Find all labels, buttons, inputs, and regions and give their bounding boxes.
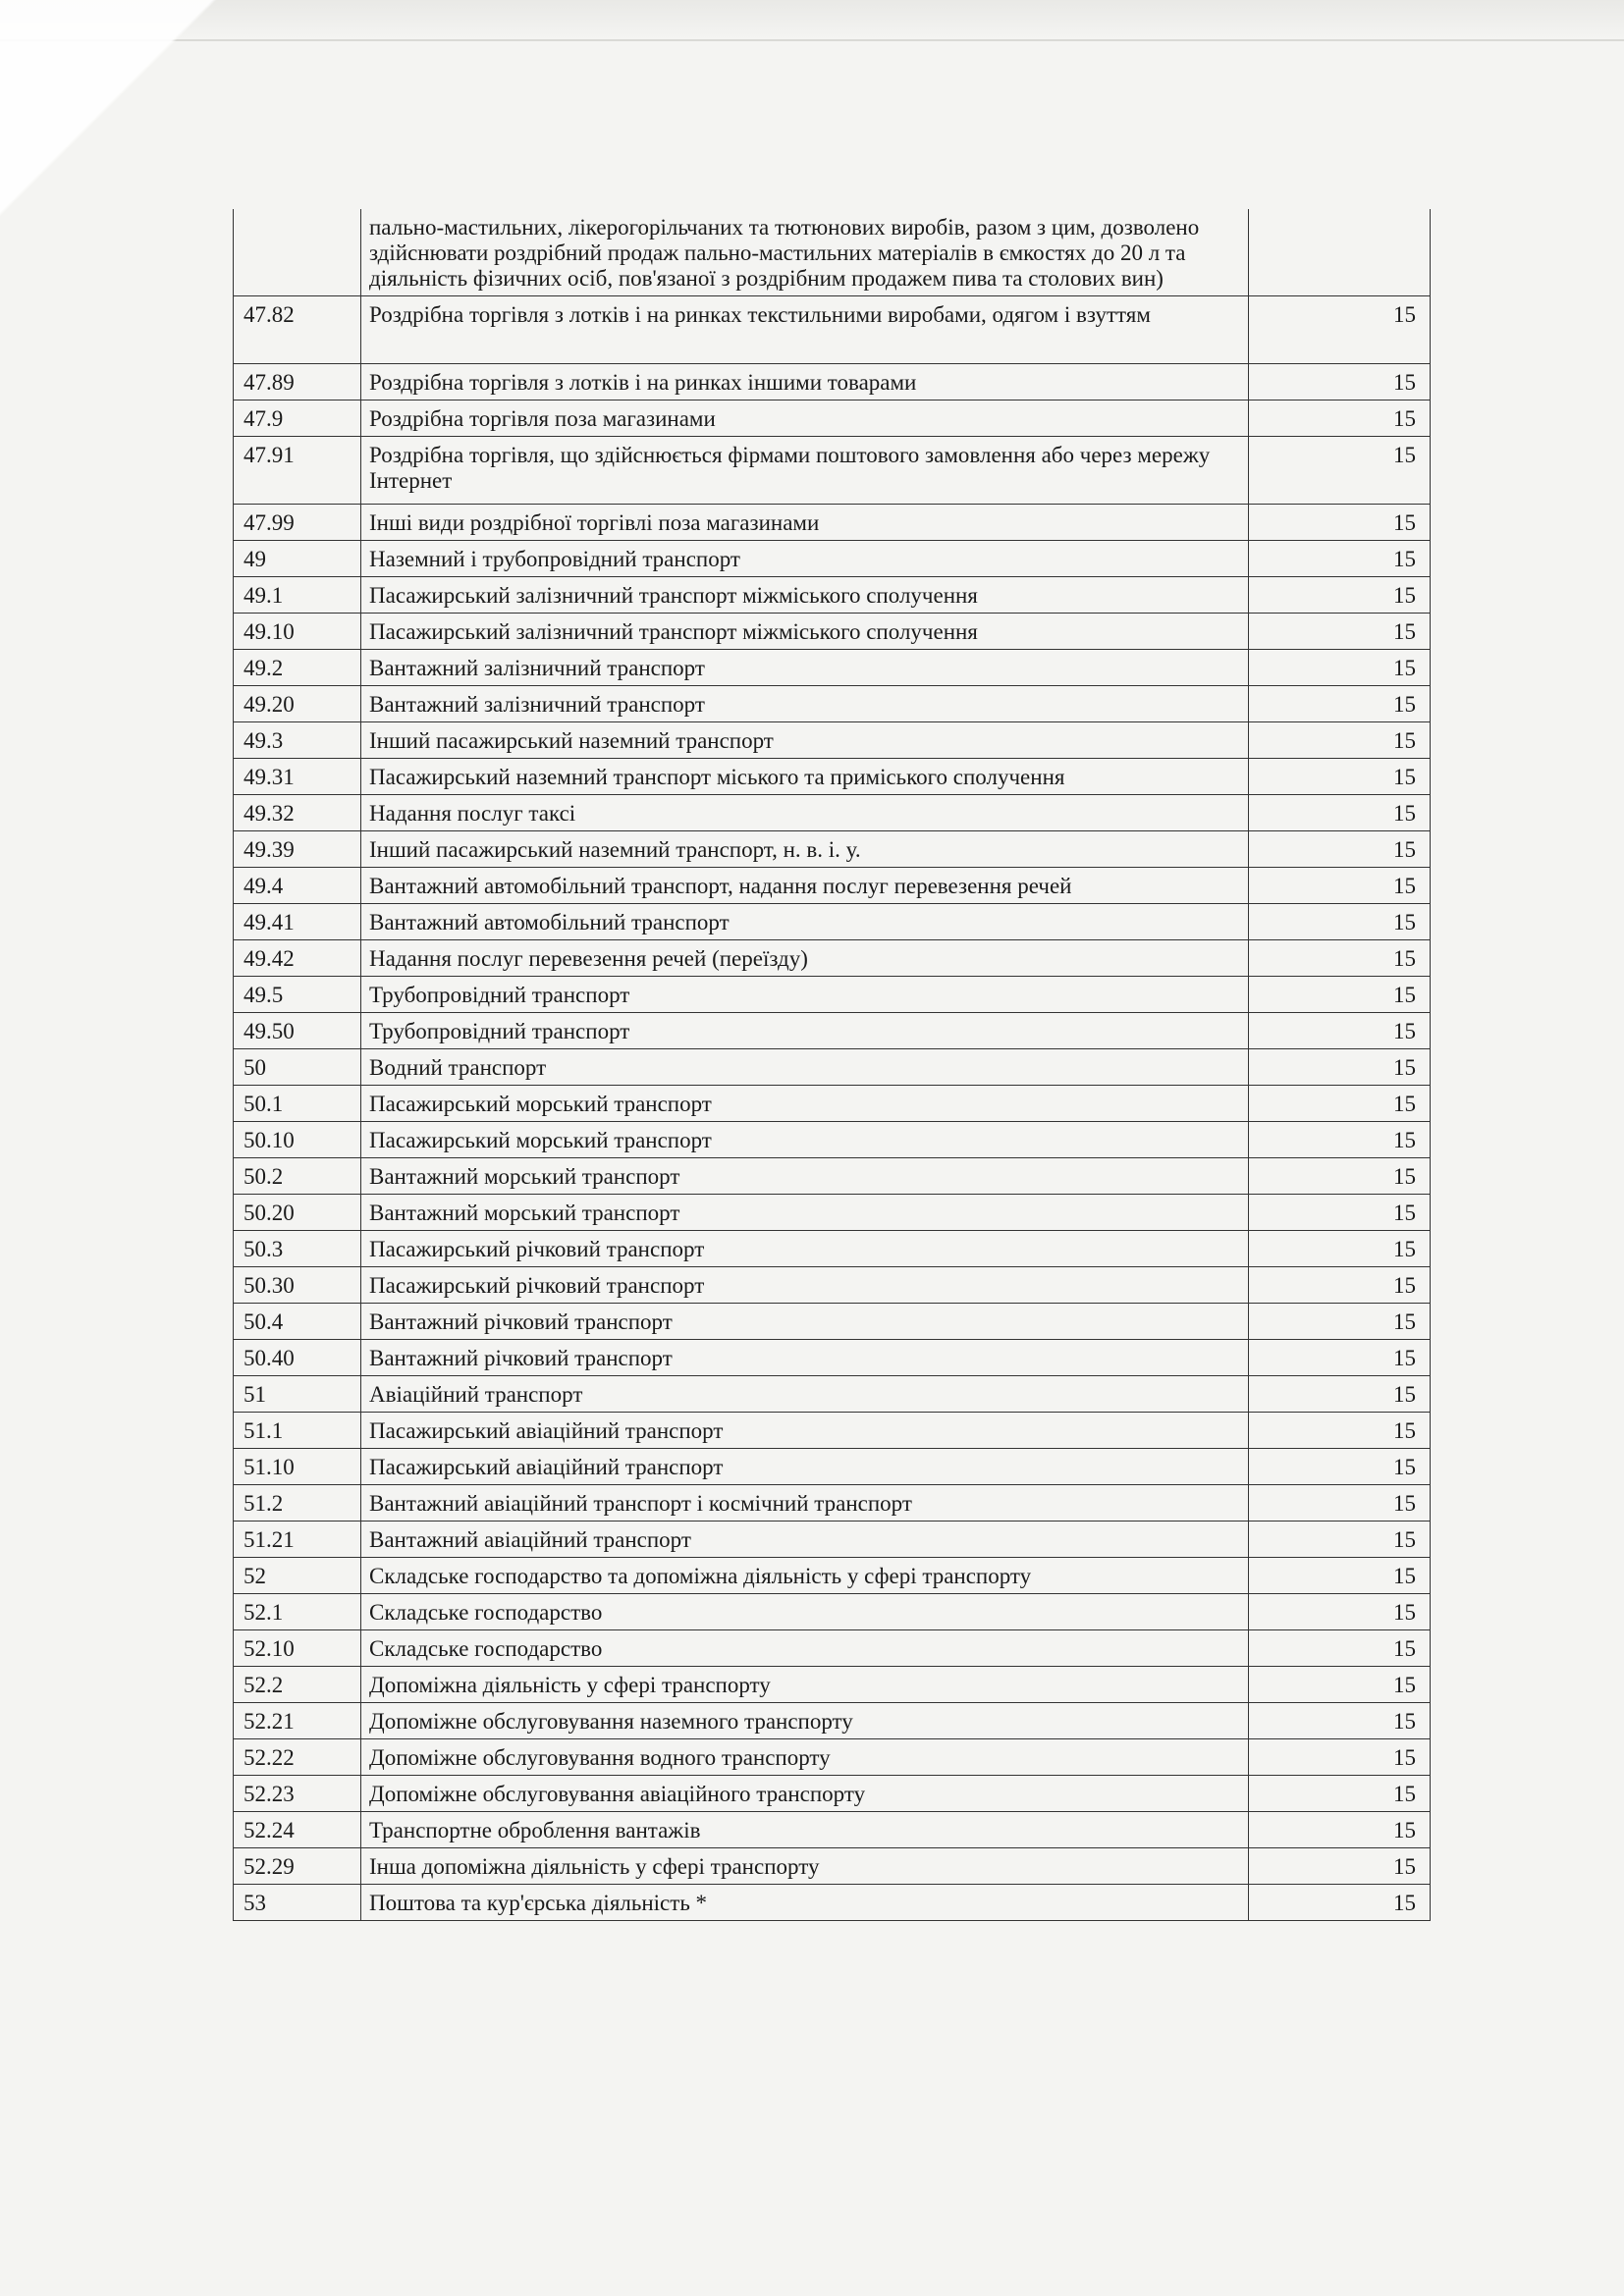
row-name: Допоміжне обслуговування наземного транспорту (361, 1703, 1249, 1739)
row-rate: 15 (1249, 1739, 1431, 1776)
table-row (234, 1739, 1431, 1776)
row-rate: 15 (1249, 614, 1431, 650)
row-code: 51.1 (234, 1413, 361, 1449)
row-rate: 15 (1249, 1340, 1431, 1376)
row-rate: 15 (1249, 1158, 1431, 1195)
table-row (234, 1485, 1431, 1522)
row-code: 49.20 (234, 686, 361, 722)
row-rate: 15 (1249, 296, 1431, 364)
table-row (234, 400, 1431, 437)
row-code: 52.2 (234, 1667, 361, 1703)
folded-corner (0, 0, 236, 236)
row-code: 49.2 (234, 650, 361, 686)
row-name: Авіаційний транспорт (361, 1376, 1249, 1413)
row-code: 51.21 (234, 1522, 361, 1558)
row-rate: 15 (1249, 1885, 1431, 1921)
row-name: пально-мастильних, лікерогорільчаних та тютюнових виробів, разом з цим, дозволено здійснювати роздрібний продаж пально-мастильних матеріалів в ємкостях до 20 л та діяльність фізичних осіб, пов'язаної з роздрібним продажем пива та столових вин) (361, 209, 1249, 296)
row-name: Вантажний залізничний транспорт (361, 686, 1249, 722)
row-rate: 15 (1249, 1449, 1431, 1485)
row-code (234, 209, 361, 296)
row-code: 49.32 (234, 795, 361, 831)
table-row (234, 1376, 1431, 1413)
table-row (234, 1522, 1431, 1558)
row-rate: 15 (1249, 1848, 1431, 1885)
row-code: 50.2 (234, 1158, 361, 1195)
row-code: 49.39 (234, 831, 361, 868)
row-rate: 15 (1249, 1376, 1431, 1413)
table-row (234, 437, 1431, 505)
table-row (234, 1594, 1431, 1630)
row-code: 49.50 (234, 1013, 361, 1049)
row-code: 47.82 (234, 296, 361, 364)
row-rate: 15 (1249, 1195, 1431, 1231)
row-rate: 15 (1249, 437, 1431, 505)
scanned-page-edge (0, 0, 1624, 41)
row-rate: 15 (1249, 1049, 1431, 1086)
row-name: Вантажний автомобільний транспорт, надання послуг перевезення речей (361, 868, 1249, 904)
row-code: 47.91 (234, 437, 361, 505)
row-rate: 15 (1249, 1522, 1431, 1558)
row-name: Водний транспорт (361, 1049, 1249, 1086)
row-name: Пасажирський залізничний транспорт міжміського сполучення (361, 577, 1249, 614)
table-row (234, 1267, 1431, 1304)
row-name: Інший пасажирський наземний транспорт, н. в. і. у. (361, 831, 1249, 868)
row-rate: 15 (1249, 1667, 1431, 1703)
row-name: Допоміжне обслуговування авіаційного транспорту (361, 1776, 1249, 1812)
row-name: Роздрібна торгівля, що здійснюється фірмами поштового замовлення або через мережу Інтернет (361, 437, 1249, 505)
row-rate: 15 (1249, 1485, 1431, 1522)
table-row (234, 1013, 1431, 1049)
row-name: Складське господарство та допоміжна діяльність у сфері транспорту (361, 1558, 1249, 1594)
table-row (234, 1195, 1431, 1231)
row-name: Вантажний залізничний транспорт (361, 650, 1249, 686)
table-row (234, 1885, 1431, 1921)
table-row (234, 1703, 1431, 1739)
table-row (234, 940, 1431, 977)
row-rate: 15 (1249, 759, 1431, 795)
row-name: Вантажний річковий транспорт (361, 1340, 1249, 1376)
row-rate (1249, 209, 1431, 296)
row-rate: 15 (1249, 1630, 1431, 1667)
row-name: Вантажний авіаційний транспорт і космічний транспорт (361, 1485, 1249, 1522)
table-row (234, 977, 1431, 1013)
row-name: Надання послуг перевезення речей (переїзду) (361, 940, 1249, 977)
table-row (234, 364, 1431, 400)
table-row (234, 541, 1431, 577)
row-code: 52.10 (234, 1630, 361, 1667)
row-rate: 15 (1249, 650, 1431, 686)
row-name: Наземний і трубопровідний транспорт (361, 541, 1249, 577)
row-code: 50.1 (234, 1086, 361, 1122)
row-rate: 15 (1249, 1413, 1431, 1449)
row-name: Інша допоміжна діяльність у сфері транспорту (361, 1848, 1249, 1885)
row-name: Допоміжна діяльність у сфері транспорту (361, 1667, 1249, 1703)
row-rate: 15 (1249, 541, 1431, 577)
table-row (234, 904, 1431, 940)
row-rate: 15 (1249, 1267, 1431, 1304)
row-name: Допоміжне обслуговування водного транспорту (361, 1739, 1249, 1776)
row-code: 49.1 (234, 577, 361, 614)
table-row (234, 722, 1431, 759)
table-row (234, 1304, 1431, 1340)
row-rate: 15 (1249, 1086, 1431, 1122)
row-rate: 15 (1249, 1776, 1431, 1812)
table-row (234, 1812, 1431, 1848)
row-name: Пасажирський авіаційний транспорт (361, 1413, 1249, 1449)
row-code: 49.5 (234, 977, 361, 1013)
row-rate: 15 (1249, 1013, 1431, 1049)
table-row (234, 1413, 1431, 1449)
table-row (234, 1558, 1431, 1594)
row-rate: 15 (1249, 722, 1431, 759)
row-code: 50.10 (234, 1122, 361, 1158)
row-code: 49.4 (234, 868, 361, 904)
row-rate: 15 (1249, 795, 1431, 831)
row-code: 49.42 (234, 940, 361, 977)
row-name: Складське господарство (361, 1630, 1249, 1667)
row-rate: 15 (1249, 940, 1431, 977)
table-row (234, 505, 1431, 541)
row-rate: 15 (1249, 1594, 1431, 1630)
activity-rate-table-container (233, 209, 1430, 1921)
table-row (234, 868, 1431, 904)
table-row (234, 577, 1431, 614)
row-code: 52 (234, 1558, 361, 1594)
row-code: 50 (234, 1049, 361, 1086)
table-row (234, 1049, 1431, 1086)
row-code: 49.31 (234, 759, 361, 795)
row-name: Інші види роздрібної торгівлі поза магазинами (361, 505, 1249, 541)
row-rate: 15 (1249, 505, 1431, 541)
table-row (234, 1776, 1431, 1812)
row-name: Вантажний морський транспорт (361, 1195, 1249, 1231)
row-name: Надання послуг таксі (361, 795, 1249, 831)
row-name: Пасажирський наземний транспорт міського та приміського сполучення (361, 759, 1249, 795)
row-name: Роздрібна торгівля з лотків і на ринках текстильними виробами, одягом і взуттям (361, 296, 1249, 364)
row-name: Трубопровідний транспорт (361, 977, 1249, 1013)
row-code: 51.10 (234, 1449, 361, 1485)
table-row (234, 686, 1431, 722)
table-row (234, 650, 1431, 686)
row-name: Пасажирський річковий транспорт (361, 1231, 1249, 1267)
row-code: 49 (234, 541, 361, 577)
row-rate: 15 (1249, 1122, 1431, 1158)
row-name: Вантажний морський транспорт (361, 1158, 1249, 1195)
row-code: 50.30 (234, 1267, 361, 1304)
row-rate: 15 (1249, 1558, 1431, 1594)
row-code: 52.29 (234, 1848, 361, 1885)
row-name: Вантажний авіаційний транспорт (361, 1522, 1249, 1558)
table-row (234, 1158, 1431, 1195)
row-code: 52.24 (234, 1812, 361, 1848)
row-rate: 15 (1249, 1703, 1431, 1739)
row-name: Роздрібна торгівля поза магазинами (361, 400, 1249, 437)
table-row (234, 1086, 1431, 1122)
row-rate: 15 (1249, 1304, 1431, 1340)
table-row (234, 759, 1431, 795)
row-name: Поштова та кур'єрська діяльність * (361, 1885, 1249, 1921)
row-code: 47.89 (234, 364, 361, 400)
row-code: 49.41 (234, 904, 361, 940)
table-row (234, 1449, 1431, 1485)
row-code: 50.3 (234, 1231, 361, 1267)
row-name: Складське господарство (361, 1594, 1249, 1630)
table-row (234, 296, 1431, 364)
row-name: Транспортне оброблення вантажів (361, 1812, 1249, 1848)
table-row (234, 1122, 1431, 1158)
row-rate: 15 (1249, 686, 1431, 722)
row-name: Вантажний річковий транспорт (361, 1304, 1249, 1340)
table-row (234, 831, 1431, 868)
row-code: 47.99 (234, 505, 361, 541)
row-rate: 15 (1249, 577, 1431, 614)
row-code: 52.21 (234, 1703, 361, 1739)
row-rate: 15 (1249, 868, 1431, 904)
table-row (234, 1340, 1431, 1376)
row-code: 52.23 (234, 1776, 361, 1812)
row-code: 50.40 (234, 1340, 361, 1376)
row-name: Інший пасажирський наземний транспорт (361, 722, 1249, 759)
row-code: 50.20 (234, 1195, 361, 1231)
table-row (234, 1848, 1431, 1885)
row-name: Пасажирський морський транспорт (361, 1122, 1249, 1158)
row-rate: 15 (1249, 364, 1431, 400)
row-name: Трубопровідний транспорт (361, 1013, 1249, 1049)
row-name: Пасажирський залізничний транспорт міжміського сполучення (361, 614, 1249, 650)
row-name: Пасажирський авіаційний транспорт (361, 1449, 1249, 1485)
row-code: 47.9 (234, 400, 361, 437)
table-row (234, 1231, 1431, 1267)
table-row (234, 614, 1431, 650)
row-name: Пасажирський морський транспорт (361, 1086, 1249, 1122)
row-code: 50.4 (234, 1304, 361, 1340)
row-rate: 15 (1249, 1231, 1431, 1267)
row-name: Вантажний автомобільний транспорт (361, 904, 1249, 940)
row-code: 52.1 (234, 1594, 361, 1630)
row-code: 53 (234, 1885, 361, 1921)
row-code: 51.2 (234, 1485, 361, 1522)
row-name: Пасажирський річковий транспорт (361, 1267, 1249, 1304)
row-name: Роздрібна торгівля з лотків і на ринках іншими товарами (361, 364, 1249, 400)
row-rate: 15 (1249, 831, 1431, 868)
row-code: 51 (234, 1376, 361, 1413)
row-code: 49.10 (234, 614, 361, 650)
row-rate: 15 (1249, 904, 1431, 940)
table-row-continuation (234, 209, 1431, 296)
row-rate: 15 (1249, 977, 1431, 1013)
table-row (234, 1667, 1431, 1703)
activity-rate-table (233, 209, 1431, 1921)
table-row (234, 1630, 1431, 1667)
table-body (234, 209, 1431, 1921)
table-row (234, 795, 1431, 831)
row-rate: 15 (1249, 400, 1431, 437)
row-code: 49.3 (234, 722, 361, 759)
row-rate: 15 (1249, 1812, 1431, 1848)
row-code: 52.22 (234, 1739, 361, 1776)
